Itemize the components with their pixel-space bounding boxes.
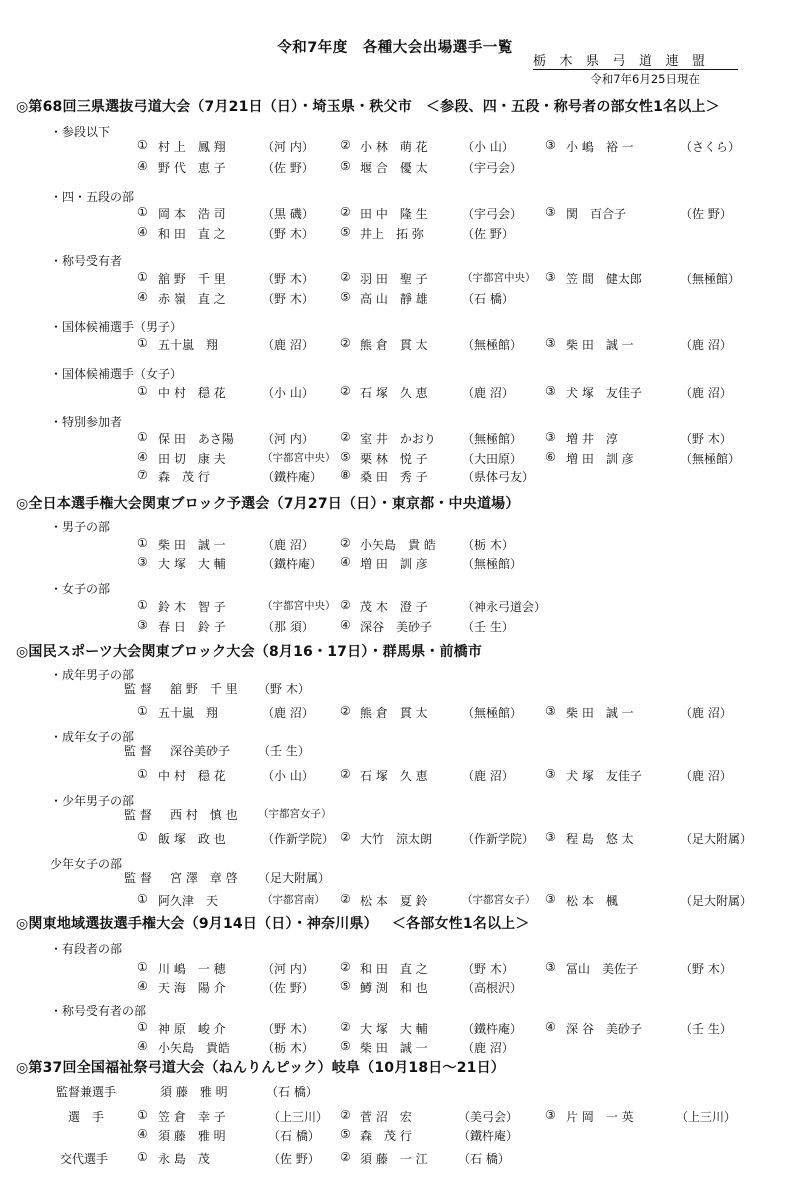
- entry-number: ②: [340, 598, 351, 612]
- player-club: （佐 野）: [262, 161, 314, 175]
- entry-number: ⑤: [340, 1127, 351, 1141]
- page-title: 令和7年度 各種大会出場選手一覧: [277, 40, 513, 56]
- player-name: 高 山 靜 雄: [360, 292, 428, 306]
- entry-number: ①: [137, 892, 148, 906]
- player-name: 田 中 隆 生: [360, 207, 428, 221]
- player-club: （佐 野）: [268, 1152, 320, 1166]
- coach-club: （宇都宮女子）: [258, 808, 332, 820]
- player-club: （鹿 沼）: [680, 386, 732, 400]
- group-label: ・有段者の部: [50, 942, 123, 956]
- player-name: 石 塚 久 恵: [360, 386, 428, 400]
- player-name: 犬 塚 友佳子: [566, 769, 642, 783]
- player-name: 須 藤 一 江: [360, 1152, 428, 1166]
- player-club: （石 橋）: [266, 1085, 318, 1099]
- player-name: 熊 倉 貫 太: [360, 706, 428, 720]
- player-name: 和 田 直 之: [158, 227, 226, 241]
- player-name: 石 塚 久 恵: [360, 769, 428, 783]
- player-name: 野 代 恵 子: [158, 161, 226, 175]
- entry-number: ①: [137, 1020, 148, 1034]
- player-name: 柴 田 誠 一: [360, 1041, 428, 1055]
- player-club: （野 木）: [262, 227, 314, 241]
- group-label: ・成年女子の部: [50, 730, 135, 744]
- entry-number: ③: [545, 336, 556, 350]
- player-name: 須 藤 雅 明: [160, 1085, 228, 1099]
- player-name: 小矢島 貴皓: [158, 1041, 231, 1055]
- entry-number: ⑤: [340, 159, 351, 173]
- player-club: （高根沢）: [462, 981, 523, 995]
- player-name: 増 田 訓 彦: [566, 452, 634, 466]
- player-name: 川 嶋 一 穂: [158, 962, 226, 976]
- player-club: （宇都宮中央）: [262, 600, 336, 612]
- player-name: 五十嵐 翔: [158, 338, 219, 352]
- player-club: （鐵杵庵）: [462, 1022, 523, 1036]
- entry-number: ③: [545, 830, 556, 844]
- player-name: 中 村 穏 花: [158, 769, 226, 783]
- player-name: 阿久津 天: [158, 894, 219, 908]
- player-name: 大 塚 大 輔: [158, 557, 226, 571]
- player-name: 室 井 かおり: [360, 432, 436, 446]
- player-club: （上三川）: [676, 1110, 737, 1124]
- player-name: 笠 間 健太郎: [566, 272, 642, 286]
- player-name: 堰 合 優 太: [360, 161, 428, 175]
- player-name: 片 岡 一 英: [566, 1110, 634, 1124]
- group-label: ・少年男子の部: [50, 794, 135, 808]
- entry-number: ③: [545, 767, 556, 781]
- section-heading: [16, 493, 520, 513]
- player-club: （宇都宮南）: [262, 894, 325, 906]
- group-label: ・女子の部: [50, 582, 111, 596]
- entry-number: ③: [545, 270, 556, 284]
- player-name: 春 日 鈴 子: [158, 620, 226, 634]
- coach-name: 舘 野 千 里: [170, 682, 238, 696]
- player-name: 関 百合子: [566, 207, 627, 221]
- player-club: （作新学院）: [462, 832, 535, 846]
- player-club: （作新学院）: [262, 832, 335, 846]
- player-club: （足大附属）: [680, 832, 753, 846]
- entry-number: ③: [545, 704, 556, 718]
- section-title: ◎全日本選手権大会関東ブロック予選会（7月27日（日）・東京都・中央道場）: [16, 496, 520, 512]
- player-name: 大 塚 大 輔: [360, 1022, 428, 1036]
- player-name: 飯 塚 政 也: [158, 832, 226, 846]
- group-label: ・国体候補選手（女子）: [50, 367, 183, 381]
- entry-number: ③: [545, 892, 556, 906]
- entry-number: ②: [340, 536, 351, 550]
- entry-number: ⑤: [340, 290, 351, 304]
- entry-number: ③: [545, 430, 556, 444]
- player-name: 田 切 康 夫: [158, 452, 226, 466]
- player-name: 五十嵐 翔: [158, 706, 219, 720]
- entry-number: ④: [137, 979, 148, 993]
- player-name: 増 井 淳: [566, 432, 618, 446]
- entry-number: ①: [137, 960, 148, 974]
- entry-number: ④: [137, 159, 148, 173]
- coach-role: 監 督: [124, 808, 152, 822]
- player-name: 菅 沼 宏: [360, 1110, 412, 1124]
- player-club: （宇都宮中央）: [262, 452, 336, 464]
- player-name: 村 上 鳳 翔: [158, 140, 226, 154]
- player-club: （佐 野）: [680, 207, 732, 221]
- entry-number: ①: [137, 536, 148, 550]
- entry-number: ②: [340, 205, 351, 219]
- entry-number: ②: [340, 138, 351, 152]
- player-club: （那 須）: [262, 620, 314, 634]
- player-club: （黒 磯）: [262, 207, 314, 221]
- player-name: 永 島 茂: [158, 1152, 210, 1166]
- player-club: （鹿 沼）: [462, 1041, 514, 1055]
- player-name: 森 茂 行: [360, 1129, 412, 1143]
- entry-number: ⑤: [340, 450, 351, 464]
- player-name: 深 谷 美砂子: [566, 1022, 642, 1036]
- player-club: （無極館）: [462, 706, 523, 720]
- coach-role: 監 督: [124, 871, 152, 885]
- section-title: ◎第37回全国福祉祭弓道大会（ねんりんピック）岐阜（10月18日～21日）: [16, 1060, 505, 1076]
- player-club: （美弓会）: [458, 1110, 519, 1124]
- section-note: ＜参段、四・五段・称号者の部女性1名以上＞: [425, 99, 720, 115]
- section-heading: [16, 641, 482, 661]
- role-label: 選 手: [68, 1110, 105, 1124]
- player-name: 羽 田 聖 子: [360, 272, 428, 286]
- entry-number: ③: [137, 555, 148, 569]
- player-name: 桑 田 秀 子: [360, 470, 428, 484]
- player-name: 和 田 直 之: [360, 962, 428, 976]
- player-name: 熊 倉 貫 太: [360, 338, 428, 352]
- entry-number: ③: [137, 618, 148, 632]
- group-label: ・四・五段の部: [50, 190, 135, 204]
- player-club: （石 橋）: [458, 1152, 510, 1166]
- player-club: （宇弓会）: [462, 161, 523, 175]
- section-title: ◎第68回三県選抜弓道大会（7月21日（日）・埼玉県・秩父市: [16, 99, 412, 115]
- player-name: 柴 田 誠 一: [566, 338, 634, 352]
- player-name: 森 茂 行: [158, 470, 210, 484]
- player-name: 天 海 陽 介: [158, 981, 226, 995]
- entry-number: ④: [137, 1039, 148, 1053]
- player-club: （鐵杵庵）: [458, 1129, 519, 1143]
- section-heading: [16, 1057, 505, 1077]
- coach-club: （壬 生）: [258, 744, 310, 758]
- player-name: 保 田 あさ陽: [158, 432, 234, 446]
- player-club: （野 木）: [462, 962, 514, 976]
- coach-name: 深谷美砂子: [170, 744, 231, 758]
- entry-number: ②: [340, 430, 351, 444]
- entry-number: ⑤: [340, 979, 351, 993]
- section-heading: [16, 96, 720, 116]
- entry-number: ①: [137, 598, 148, 612]
- player-club: （無極館）: [462, 557, 523, 571]
- player-name: 増 田 訓 彦: [360, 557, 428, 571]
- entry-number: ①: [137, 1150, 148, 1164]
- entry-number: ④: [137, 450, 148, 464]
- group-label: ・成年男子の部: [50, 668, 135, 682]
- entry-number: ①: [137, 205, 148, 219]
- entry-number: ⑦: [137, 468, 148, 482]
- player-club: （野 木）: [680, 432, 732, 446]
- section-note: ＜各部女性1名以上＞: [391, 916, 530, 932]
- player-name: 程 島 悠 太: [566, 832, 634, 846]
- player-club: （鹿 沼）: [680, 769, 732, 783]
- coach-name: 宮 澤 章 啓: [170, 871, 238, 885]
- entry-number: ②: [340, 1108, 351, 1122]
- entry-number: ①: [137, 830, 148, 844]
- player-club: （佐 野）: [262, 981, 314, 995]
- player-name: 鈴 木 智 子: [158, 600, 226, 614]
- group-label: ・国体候補選手（男子）: [50, 320, 183, 334]
- entry-number: ③: [545, 138, 556, 152]
- as-of-date: 令和7年6月25日現在: [590, 72, 700, 86]
- player-club: （鹿 沼）: [462, 769, 514, 783]
- player-club: （壬 生）: [462, 620, 514, 634]
- player-club: （無極館）: [462, 338, 523, 352]
- entry-number: ②: [340, 892, 351, 906]
- group-label: ・称号受有者: [50, 254, 123, 268]
- section-title: ◎関東地域選抜選手権大会（9月14日（日）・神奈川県）: [16, 916, 378, 932]
- player-name: 深谷 美砂子: [360, 620, 433, 634]
- player-name: 松 本 夏 鈴: [360, 894, 428, 908]
- player-club: （鐵杵庵）: [262, 557, 323, 571]
- player-club: （小 山）: [462, 140, 514, 154]
- player-club: （足大附属）: [680, 894, 753, 908]
- player-club: （河 内）: [262, 962, 314, 976]
- player-club: （無極館）: [462, 432, 523, 446]
- group-label: 少年女子の部: [50, 857, 123, 871]
- player-name: 赤 嶺 直 之: [158, 292, 226, 306]
- group-label: ・称号受有者の部: [50, 1004, 147, 1018]
- entry-number: ⑤: [340, 1039, 351, 1053]
- player-club: （鹿 沼）: [262, 706, 314, 720]
- role-label: 監督兼選手: [56, 1085, 117, 1099]
- player-club: （宇都宮女子）: [462, 894, 536, 906]
- entry-number: ②: [340, 960, 351, 974]
- section-heading: [16, 913, 530, 933]
- entry-number: ①: [137, 270, 148, 284]
- entry-number: ①: [137, 1108, 148, 1122]
- entry-number: ③: [545, 205, 556, 219]
- entry-number: ②: [340, 1020, 351, 1034]
- player-name: 柴 田 誠 一: [158, 538, 226, 552]
- section-title: ◎国民スポーツ大会関東ブロック大会（8月16・17日）・群馬県・前橋市: [16, 644, 483, 660]
- entry-number: ①: [137, 384, 148, 398]
- player-club: （大田原）: [462, 452, 523, 466]
- entry-number: ④: [137, 225, 148, 239]
- player-club: （壬 生）: [680, 1022, 732, 1036]
- entry-number: ④: [545, 1020, 556, 1034]
- player-name: 犬 塚 友佳子: [566, 386, 642, 400]
- player-club: （栃 木）: [262, 1041, 314, 1055]
- entry-number: ⑥: [545, 450, 556, 464]
- player-name: 井上 拓 弥: [360, 227, 424, 241]
- entry-number: ⑧: [340, 468, 351, 482]
- player-name: 中 村 穏 花: [158, 386, 226, 400]
- entry-number: ②: [340, 336, 351, 350]
- entry-number: ③: [545, 384, 556, 398]
- entry-number: ②: [340, 830, 351, 844]
- player-club: （宇弓会）: [462, 207, 523, 221]
- player-club: （鹿 沼）: [462, 386, 514, 400]
- entry-number: ②: [340, 767, 351, 781]
- player-name: 笠 倉 幸 子: [158, 1110, 226, 1124]
- player-name: 茂 木 澄 子: [360, 600, 428, 614]
- entry-number: ④: [137, 290, 148, 304]
- player-club: （石 橋）: [268, 1129, 320, 1143]
- player-club: （鹿 沼）: [262, 338, 314, 352]
- player-club: （鹿 沼）: [262, 538, 314, 552]
- group-label: ・男子の部: [50, 520, 111, 534]
- player-club: （野 木）: [262, 272, 314, 286]
- entry-number: ①: [137, 767, 148, 781]
- entry-number: ①: [137, 138, 148, 152]
- player-name: 鱒 渕 和 也: [360, 981, 428, 995]
- player-name: 小矢島 貴 皓: [360, 538, 436, 552]
- player-club: （県体弓友）: [462, 470, 535, 484]
- player-club: （佐 野）: [462, 227, 514, 241]
- player-club: （上三川）: [268, 1110, 329, 1124]
- player-club: （河 内）: [262, 432, 314, 446]
- player-name: 柴 田 誠 一: [566, 706, 634, 720]
- player-club: （無極館）: [680, 272, 741, 286]
- player-name: 神 原 峻 介: [158, 1022, 226, 1036]
- entry-number: ⑤: [340, 225, 351, 239]
- player-club: （河 内）: [262, 140, 314, 154]
- entry-number: ②: [340, 704, 351, 718]
- player-club: （栃 木）: [462, 538, 514, 552]
- player-club: （無極館）: [680, 452, 741, 466]
- player-name: 須 藤 雅 明: [158, 1129, 226, 1143]
- entry-number: ④: [340, 618, 351, 632]
- player-club: （野 木）: [262, 292, 314, 306]
- coach-role: 監 督: [124, 744, 152, 758]
- player-club: （小 山）: [262, 386, 314, 400]
- group-label: ・特別参加者: [50, 415, 123, 429]
- player-club: （鐵杵庵）: [262, 470, 323, 484]
- coach-name: 西 村 慎 也: [170, 808, 238, 822]
- entry-number: ①: [137, 430, 148, 444]
- entry-number: ①: [137, 704, 148, 718]
- entry-number: ①: [137, 336, 148, 350]
- player-name: 小 嶋 裕 一: [566, 140, 634, 154]
- player-club: （小 山）: [262, 769, 314, 783]
- player-name: 舘 野 千 里: [158, 272, 226, 286]
- organization-name: 栃木県弓道連盟: [533, 54, 738, 70]
- player-name: 冨山 美佐子: [566, 962, 639, 976]
- player-name: 小 林 萌 花: [360, 140, 428, 154]
- player-club: （神永弓道会）: [462, 600, 547, 614]
- player-club: （鹿 沼）: [680, 706, 732, 720]
- coach-club: （野 木）: [258, 682, 310, 696]
- player-club: （野 木）: [680, 962, 732, 976]
- entry-number: ②: [340, 1150, 351, 1164]
- player-name: 栗 林 悦 子: [360, 452, 428, 466]
- entry-number: ④: [340, 555, 351, 569]
- player-name: 岡 本 浩 司: [158, 207, 226, 221]
- entry-number: ④: [137, 1127, 148, 1141]
- entry-number: ③: [545, 1108, 556, 1122]
- entry-number: ③: [545, 960, 556, 974]
- player-club: （鹿 沼）: [680, 338, 732, 352]
- entry-number: ②: [340, 384, 351, 398]
- coach-role: 監 督: [124, 682, 152, 696]
- player-club: （野 木）: [262, 1022, 314, 1036]
- entry-number: ②: [340, 270, 351, 284]
- coach-club: （足大附属）: [258, 871, 331, 885]
- player-club: （石 橋）: [462, 292, 514, 306]
- group-label: ・参段以下: [50, 125, 111, 139]
- player-name: 大竹 涼太朗: [360, 832, 433, 846]
- player-club: （さくら）: [680, 140, 741, 154]
- player-club: （宇都宮中央）: [462, 272, 536, 284]
- player-name: 松 本 楓: [566, 894, 618, 908]
- role-label: 交代選手: [60, 1152, 109, 1166]
